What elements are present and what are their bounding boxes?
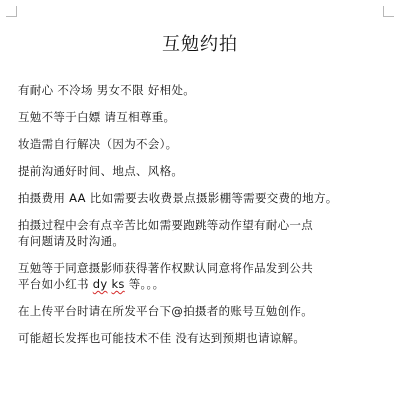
text-run: 等。。。 (128, 277, 165, 291)
paragraph: 有耐心 不冷场 男女不限 好相处。 (18, 83, 196, 97)
paragraph: 妆造需自行解决（因为不会）。 (18, 137, 178, 151)
paragraph-line: 有问题请及时沟通。 (18, 234, 125, 248)
document-title: 互勉约拍 (162, 34, 238, 55)
paragraph: 提前沟通好时间、地点、风格。 (18, 164, 184, 178)
paragraph: 拍摄费用 AA 比如需要去收费景点摄影棚等需要交费的地方。 (18, 191, 338, 205)
paragraph: 在上传平台时请在所发平台下@拍摄者的账号互勉创作。 (18, 304, 313, 318)
text-run: 平台如小红书 (18, 277, 89, 291)
paragraph-line: 互勉等于同意摄影师获得著作权默认同意将作品发到公共 (18, 261, 313, 275)
margin-corner-mark (383, 6, 394, 17)
spellcheck-flagged-word: ks (111, 277, 125, 291)
paragraph-line: 拍摄过程中会有点辛苦比如需要跑跳等动作望有耐心一点 (18, 218, 313, 232)
paragraph: 可能超长发挥也可能技术不佳 没有达到预期也请谅解。 (18, 331, 306, 345)
paragraph-line (18, 276, 392, 292)
spellcheck-flagged-word: dy (92, 277, 108, 291)
document-body (18, 82, 392, 357)
paragraph: 互勉不等于白嫖 请互相尊重。 (18, 110, 176, 124)
margin-corner-mark (6, 6, 17, 17)
